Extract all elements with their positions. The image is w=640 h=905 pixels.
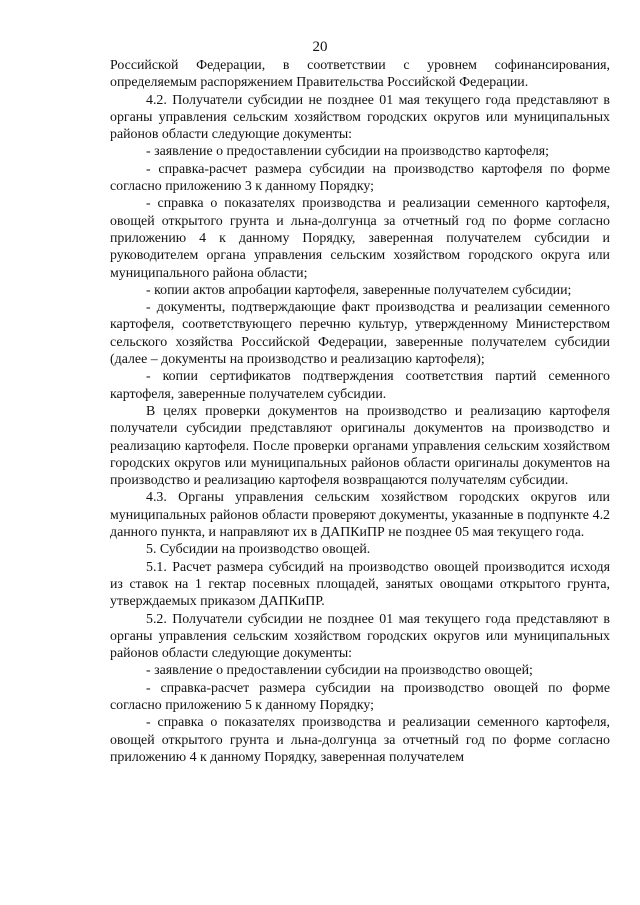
list-item-calculation: - справка-расчет размера субсидии на производство картофеля по форме согласно приложению 3 к данному Порядку; [110, 161, 610, 195]
list-item-approbation-acts: - копии актов апробации картофеля, заверенные получателем субсидии; [146, 282, 572, 298]
list-item-certificates: - копии сертификатов подтверждения соответствия партий семенного картофеля, заверенные получателем субсидии. [110, 369, 610, 402]
list-item-production-report: - справка о показателях производства и реализации семенного картофеля, овощей открытого грунта и льна-долгунца за отчетный год по форме согласно приложению 4 к данному Порядку, заверенная получателем субсидии и руководителем органа управления сельским хозяйством городского округа или муниципального района области; [110, 196, 610, 281]
list-item-application: - заявление о предоставлении субсидии на производство картофеля; [146, 144, 550, 160]
list-item-production-documents: - документы, подтверждающие факт производства и реализации семенного картофеля, соответствующего перечню культур, утвержденному Министерством сельского хозяйства Российской Федерации, заверенные получателем субсидии (далее – документы на производство и реализацию картофеля); [110, 300, 610, 368]
list-item-vegetables-calculation: - справка-расчет размера субсидии на производство овощей по форме согласно приложению 5 к данному Порядку; [110, 680, 610, 713]
section-5-heading: 5. Субсидии на производство овощей. [146, 542, 371, 558]
paragraph-5-1: 5.1. Расчет размера субсидий на производство овощей производится исходя из ставок на 1 гектар посевных площадей, занятых овощами открытого грунта, утверждаемых приказом ДАПКиПР. [110, 559, 610, 610]
paragraph-4-2: 4.2. Получатели субсидии не позднее 01 мая текущего года представляют в органы управления сельским хозяйством городских округов или муниципальных районов области следующие документы: [110, 92, 610, 143]
paragraph-4-3: 4.3. Органы управления сельским хозяйством городских округов или муниципальных районов области проверяют документы, указанные в подпункте 4.2 данного пункта, и направляют их в ДАПКиПР не позднее 05 мая текущего года. [110, 490, 610, 541]
page-number: 20 [312, 39, 328, 55]
list-item-vegetables-production-report: - справка о показателях производства и реализации семенного картофеля, овощей открытого грунта и льна-долгунца за отчетный год по форме согласно приложению 4 к данному Порядку, заверенная получателем [110, 715, 610, 765]
paragraph-verification: В целях проверки документов на производство и реализацию картофеля получатели субсидии представляют оригиналы документов на производство и реализацию картофеля. После проверки органами управления сельским хозяйством городских округов или муниципальных районов области оригиналы документов на производство и реализацию картофеля возвращаются получателям субсидии. [110, 403, 610, 489]
paragraph-continuation: Российской Федерации, в соответствии с уровнем софинансирования, определяемым распоряжением Правительства Российской Федерации. [110, 58, 610, 91]
paragraph-5-2: 5.2. Получатели субсидии не позднее 01 мая текущего года представляют в органы управления сельским хозяйством городских округов или муниципальных районов области следующие документы: [110, 611, 610, 662]
document-body [110, 57, 610, 766]
list-item-vegetables-application: - заявление о предоставлении субсидии на производство овощей; [146, 663, 533, 679]
